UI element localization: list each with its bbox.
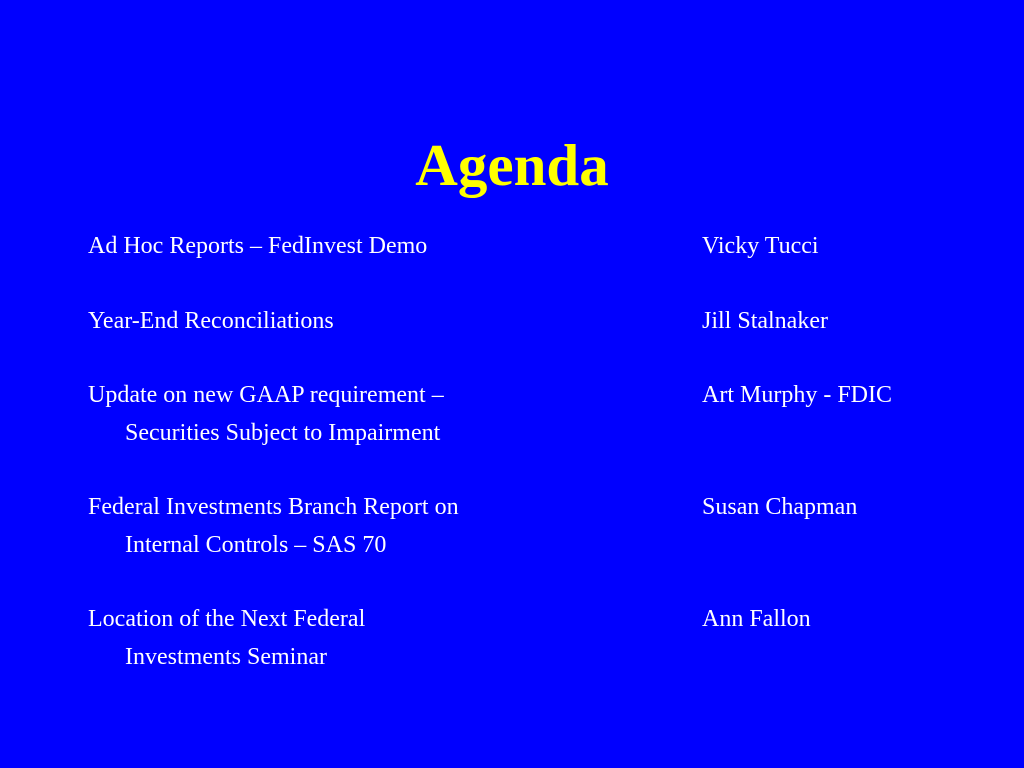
agenda-topic-continued: Internal Controls – SAS 70 (125, 531, 387, 558)
agenda-topic-line: Location of the Next Federal (88, 606, 366, 632)
agenda-presenter: Jill Stalnaker (702, 307, 828, 334)
agenda-item (88, 303, 968, 341)
agenda-topic (88, 377, 648, 452)
agenda-topic-continued: Securities Subject to Impairment (125, 419, 441, 446)
agenda-item (88, 601, 968, 676)
agenda-presenter: Susan Chapman (702, 494, 858, 520)
agenda-item (88, 489, 968, 564)
agenda-presenter: Art Murphy - FDIC (702, 382, 892, 408)
agenda-topic (88, 228, 648, 266)
agenda-item (88, 377, 968, 452)
agenda-item (88, 228, 968, 266)
agenda-topic (88, 601, 648, 676)
agenda-topic-line: Federal Investments Branch Report on (88, 494, 459, 520)
agenda-topic-continued: Investments Seminar (125, 643, 327, 670)
agenda-list (88, 228, 968, 713)
agenda-topic-line: Update on new GAAP requirement – (88, 382, 444, 408)
agenda-topic-line: Year-End Reconciliations (88, 307, 334, 334)
agenda-topic (88, 489, 648, 564)
agenda-presenter: Vicky Tucci (702, 233, 819, 259)
agenda-topic-line: Ad Hoc Reports – FedInvest Demo (88, 233, 428, 259)
agenda-presenter: Ann Fallon (702, 606, 811, 632)
slide-title: Agenda (415, 131, 609, 198)
agenda-topic (88, 303, 648, 341)
